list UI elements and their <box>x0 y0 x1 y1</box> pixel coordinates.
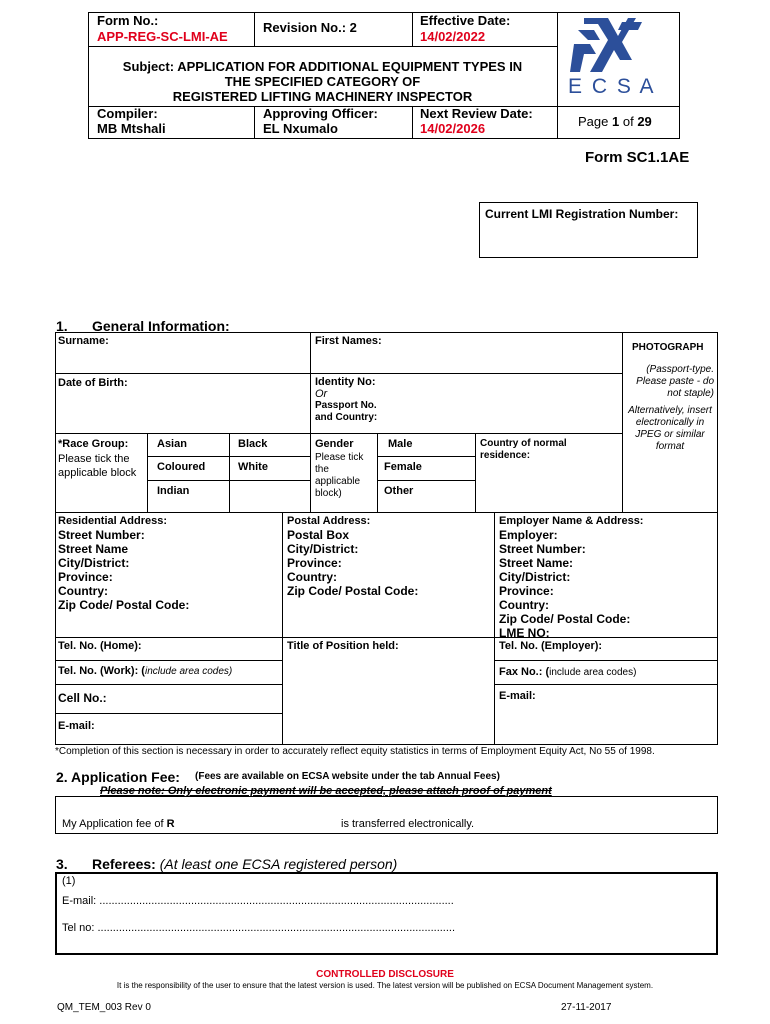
next-review-date: Next Review Date: 14/02/2026 <box>420 106 533 136</box>
template-ref: QM_TEM_003 Rev 0 <box>57 1002 151 1013</box>
section3-number: 3. <box>56 856 68 872</box>
referees-box <box>55 872 718 955</box>
revision-no: Revision No.: 2 <box>263 20 357 35</box>
tel-home-label: Tel. No. (Home): <box>58 640 142 652</box>
gender-option-female[interactable]: Female <box>384 461 422 473</box>
race-option-white[interactable]: White <box>238 461 268 473</box>
race-label: *Race Group: <box>58 438 129 450</box>
photograph-desc1: (Passport-type. Please paste - do not staple) <box>636 364 714 399</box>
fee-amount-input[interactable] <box>180 812 330 830</box>
registration-number-label: Current LMI Registration Number: <box>485 207 679 221</box>
identity-block: Identity No: Or Passport No. and Country: <box>315 376 378 423</box>
approving-officer: Approving Officer: EL Nxumalo <box>263 106 378 136</box>
equity-footnote: *Completion of this section is necessary in order to accurately reflect equity statistics in terms of Employment Equity Act, No 55 of 1998. <box>55 746 655 757</box>
page-number: Page 1 of 29 <box>578 114 652 129</box>
section1-title: General Information: <box>92 318 230 334</box>
race-hint: Please tick the applicable block <box>58 453 137 479</box>
effective-date-value: 14/02/2022 <box>420 29 486 44</box>
referee-tel[interactable]: Tel no: ..................................................................................................................... <box>62 922 456 934</box>
fee-statement: My Application fee of R <box>62 818 175 830</box>
email-label: E-mail: <box>58 720 95 732</box>
dob-label: Date of Birth: <box>58 377 128 389</box>
section2-title: 2. Application Fee: <box>56 769 180 785</box>
fee-transfer-text: is transferred electronically. <box>341 818 475 830</box>
tel-work-label: Tel. No. (Work): (include area codes) <box>58 665 233 677</box>
subject: Subject: APPLICATION FOR ADDITIONAL EQUIPMENT TYPES IN THE SPECIFIED CATEGORY OF REGISTERED LIFTING MACHINERY INSPECTOR <box>122 59 523 104</box>
fee-note: (Fees are available on ECSA website under the tab Annual Fees) <box>195 771 500 782</box>
responsibility-note: It is the responsibility of the user to ensure that the latest version is used. The latest version will be published on ECSA Document Management system. <box>116 981 654 990</box>
footer-date: 27-11-2017 <box>561 1002 612 1013</box>
form-no-value: APP-REG-SC-LMI-AE <box>97 29 228 44</box>
race-option-indian[interactable]: Indian <box>157 485 190 497</box>
race-option-asian[interactable]: Asian <box>157 438 187 450</box>
race-option-black[interactable]: Black <box>238 438 268 450</box>
effective-date-label: Effective Date: <box>420 13 511 28</box>
section1-number: 1. <box>56 318 68 334</box>
referee-item-number: (1) <box>62 875 76 887</box>
gender-label: Gender <box>315 438 354 450</box>
photograph-desc2: Alternatively, insert electronically in JPEG or similar format <box>628 405 712 452</box>
compiler: Compiler: MB Mtshali <box>97 106 166 136</box>
controlled-disclosure: CONTROLLED DISCLOSURE <box>316 969 454 980</box>
postal-address: Postal Address: Postal Box City/District: Province: Country: Zip Code/ Postal Code: <box>287 515 419 598</box>
country-normal-residence: Country of normal residence: <box>480 438 567 461</box>
fax-label: Fax No.: (include area codes) <box>499 666 637 678</box>
photograph-title: PHOTOGRAPH <box>632 342 704 353</box>
gender-option-other[interactable]: Other <box>384 485 414 497</box>
gender-option-male[interactable]: Male <box>388 438 413 450</box>
form-title: Form SC1.1AE <box>585 149 690 166</box>
payment-note: Please note: Only electronic payment will be accepted, please attach proof of payment <box>100 785 552 797</box>
logo-text: E C S A <box>568 75 656 98</box>
form-no-label: Form No.: <box>97 13 159 28</box>
tel-employer-label: Tel. No. (Employer): <box>499 640 603 652</box>
first-names-label: First Names: <box>315 335 382 347</box>
ecsa-logo <box>560 14 678 104</box>
referee-email[interactable]: E-mail: .................................................................................................................... <box>62 895 454 907</box>
surname-label: Surname: <box>58 335 109 347</box>
gender-hint: Please tick the applicable block) <box>315 452 364 499</box>
residential-address: Residential Address: Street Number: Street Name City/District: Province: Country: Zip Code/ Postal Code: <box>58 515 190 612</box>
race-option-coloured[interactable]: Coloured <box>157 461 206 473</box>
section3-heading: Referees: (At least one ECSA registered person) <box>92 856 398 872</box>
cell-no-label: Cell No.: <box>58 691 107 705</box>
email-employer-label: E-mail: <box>499 690 536 702</box>
employer-address: Employer Name & Address: Employer: Street Number: Street Name: City/District: Province: Country: Zip Code/ Postal Code: LME NO: <box>499 515 644 640</box>
title-position-label: Title of Position held: <box>287 640 399 652</box>
